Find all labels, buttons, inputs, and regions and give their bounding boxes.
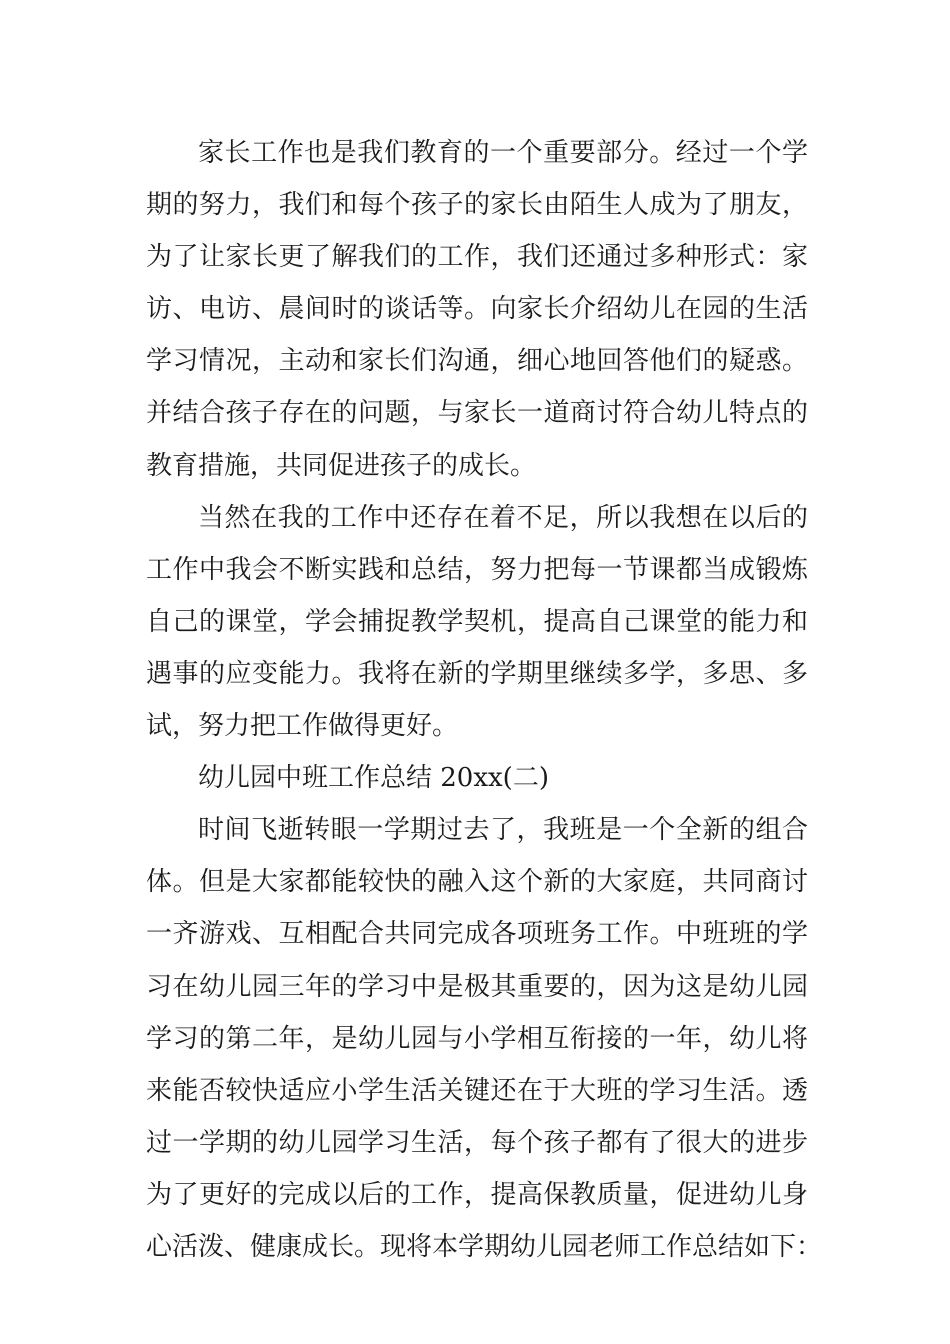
paragraph-3-line-3: 一齐游戏、互相配合共同完成各项班务工作。中班班的学: [146, 919, 808, 950]
paragraph-2-line-3: 自己的课堂，学会捕捉教学契机，提高自己课堂的能力和: [146, 606, 808, 637]
paragraph-2-line-4: 遇事的应变能力。我将在新的学期里继续多学，多思、多: [146, 658, 808, 689]
paragraph-1-line-7: 教育措施，共同促进孩子的成长。: [146, 450, 537, 481]
paragraph-3-line-9: 心活泼、健康成长。现将本学期幼儿园老师工作总结如下：: [146, 1231, 823, 1262]
paragraph-2-line-1: 当然在我的工作中还存在着不足，所以我想在以后的: [198, 502, 808, 533]
paragraph-1-line-6: 并结合孩子存在的问题，与家长一道商讨符合幼儿特点的: [146, 398, 808, 429]
paragraph-2-line-2: 工作中我会不断实践和总结，努力把每一节课都当成锻炼: [146, 554, 808, 585]
paragraph-3-line-6: 来能否较快适应小学生活关键还在于大班的学习生活。透: [146, 1075, 808, 1106]
paragraph-3-line-5: 学习的第二年，是幼儿园与小学相互衔接的一年，幼儿将: [146, 1023, 808, 1054]
document-body: [146, 127, 823, 1273]
section-heading: 幼儿园中班工作总结 20xx(二): [198, 763, 549, 794]
paragraph-3-line-8: 为了更好的完成以后的工作，提高保教质量，促进幼儿身: [146, 1179, 808, 1210]
paragraph-1-line-1: 家长工作也是我们教育的一个重要部分。经过一个学: [198, 138, 808, 168]
paragraph-3-line-7: 过一学期的幼儿园学习生活，每个孩子都有了很大的进步: [146, 1127, 808, 1158]
paragraph-1-line-4: 访、电访、晨间时的谈话等。向家长介绍幼儿在园的生活: [146, 294, 808, 325]
paragraph-1-line-2: 期的努力，我们和每个孩子的家长由陌生人成为了朋友，: [146, 190, 808, 221]
paragraph-1-line-3: 为了让家长更了解我们的工作，我们还通过多种形式：家: [146, 242, 808, 273]
paragraph-3-line-1: 时间飞逝转眼一学期过去了，我班是一个全新的组合: [198, 815, 808, 846]
paragraph-2-line-5: 试，努力把工作做得更好。: [146, 711, 459, 742]
paragraph-3-line-4: 习在幼儿园三年的学习中是极其重要的，因为这是幼儿园: [146, 971, 808, 1002]
paragraph-1-line-5: 学习情况，主动和家长们沟通，细心地回答他们的疑惑。: [146, 346, 808, 377]
paragraph-3-line-2: 体。但是大家都能较快的融入这个新的大家庭，共同商讨: [146, 867, 808, 898]
